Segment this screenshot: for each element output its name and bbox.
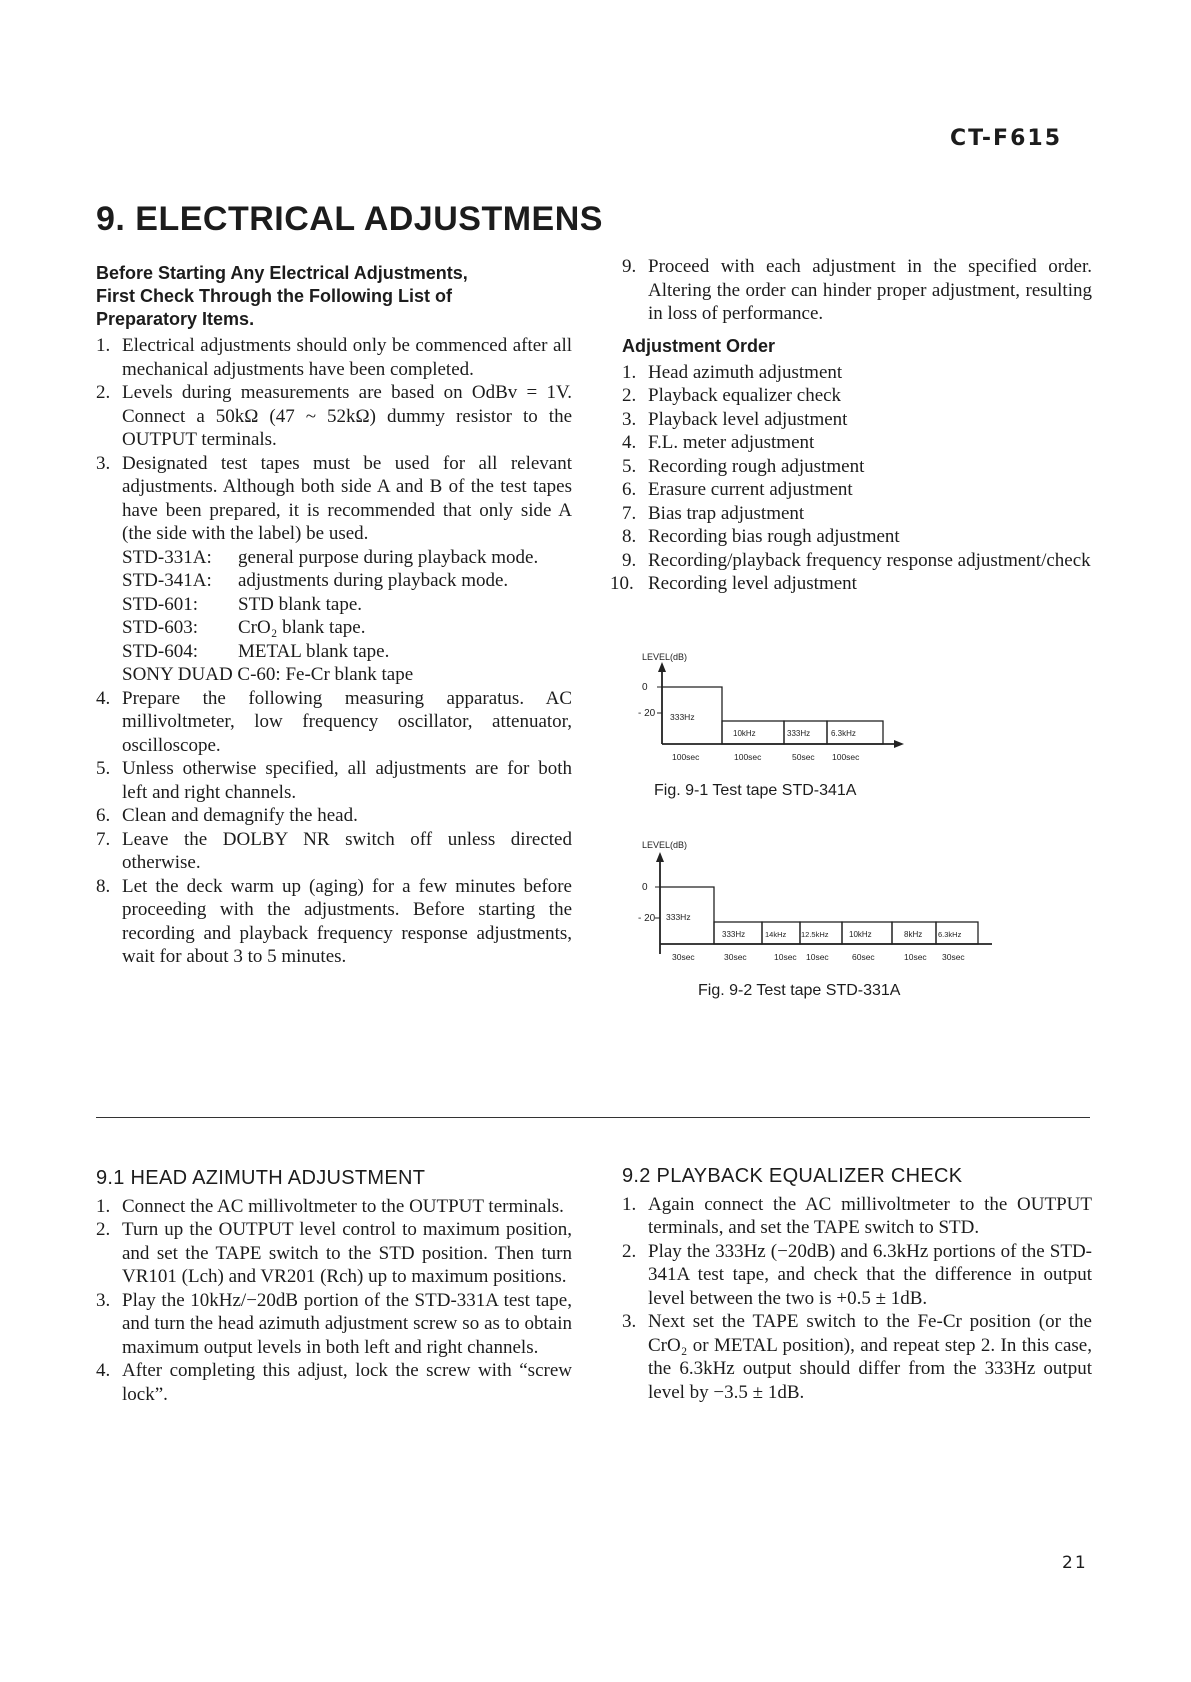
item-number: 4. bbox=[622, 432, 637, 453]
segment-label: 6.3kHz bbox=[831, 729, 856, 738]
model-number: CT-F615 bbox=[950, 126, 1063, 151]
section-title: 9.1 HEAD AZIMUTH ADJUSTMENT bbox=[96, 1167, 426, 1189]
item-number: 3. bbox=[622, 1311, 637, 1332]
item-text: Designated test tapes must be used for all relevant adjustments. Although both side A and B of the test tapes have been prepared, it is recommended that only side A (the side with the label) be used. bbox=[122, 452, 572, 544]
segment-label: 333Hz bbox=[722, 930, 746, 939]
duration-label: 10sec bbox=[774, 952, 797, 962]
list-item bbox=[622, 431, 1092, 455]
list-item bbox=[96, 1218, 572, 1289]
tape-name: STD-601: bbox=[122, 593, 198, 615]
item-number: 10. bbox=[610, 573, 634, 594]
item-text: Head azimuth adjustment bbox=[648, 361, 843, 383]
item-text: F.L. meter adjustment bbox=[648, 432, 815, 453]
item-text: Erasure current adjustment bbox=[648, 479, 853, 500]
segment-label: 333Hz bbox=[670, 712, 695, 722]
item-number: 1. bbox=[622, 1193, 637, 1215]
duration-label: 100sec bbox=[832, 752, 860, 762]
list-item bbox=[622, 549, 1092, 573]
tape-row bbox=[122, 569, 572, 593]
item-number: 4. bbox=[96, 1360, 111, 1381]
prep-list-continued bbox=[622, 255, 1092, 326]
list-item bbox=[622, 478, 1092, 502]
segment-label: 333Hz bbox=[787, 729, 811, 738]
tape-level-diagram-2 bbox=[638, 836, 1018, 966]
duration-label: 30sec bbox=[672, 952, 695, 962]
list-item bbox=[622, 455, 1092, 479]
section-9-1-list bbox=[96, 1195, 572, 1407]
segment-label: 14kHz bbox=[765, 930, 787, 939]
item-number: 2. bbox=[96, 1219, 111, 1240]
item-text: Bias trap adjustment bbox=[648, 502, 805, 524]
item-number: 5. bbox=[622, 455, 637, 477]
segment-label: 333Hz bbox=[666, 912, 691, 922]
item-text: Levels during measurements are based on OdBv = 1V. Connect a 50kΩ (47 ~ 52kΩ) dummy resistor to the OUTPUT terminals. bbox=[122, 382, 572, 450]
segment-label: 10kHz bbox=[733, 729, 756, 738]
list-item bbox=[622, 1193, 1092, 1240]
list-item bbox=[622, 1310, 1092, 1404]
list-item bbox=[610, 572, 1092, 596]
figure-caption: Fig. 9-1 Test tape STD-341A bbox=[654, 782, 857, 799]
segment-label: 12.5kHz bbox=[801, 930, 829, 939]
item-number: 7. bbox=[96, 828, 111, 850]
item-number: 9. bbox=[622, 549, 637, 571]
list-item bbox=[622, 255, 1092, 326]
duration-label: 60sec bbox=[852, 952, 875, 962]
tape-row bbox=[122, 640, 572, 664]
item-text: Recording/playback frequency response adjustment/check bbox=[648, 549, 1091, 571]
duration-label: 30sec bbox=[942, 952, 965, 962]
y-tick-label: 0 bbox=[642, 682, 648, 693]
item-text: Recording bias rough adjustment bbox=[648, 526, 900, 547]
item-number: 3. bbox=[96, 1289, 111, 1311]
item-text: Let the deck warm up (aging) for a few minutes before proceeding with the adjustments. Before starting the recording and playback frequency response adjustments, wait for about 3 to 5 minutes. bbox=[122, 875, 572, 967]
tape-name: STD-341A: bbox=[122, 570, 212, 591]
figure-9-2 bbox=[638, 836, 1018, 1006]
item-number: 2. bbox=[622, 1240, 637, 1262]
item-text: Unless otherwise specified, all adjustments are for both left and right channels. bbox=[122, 758, 572, 803]
list-item bbox=[622, 525, 1092, 549]
y-axis-arrow bbox=[658, 662, 666, 672]
list-item bbox=[96, 804, 572, 828]
item-number: 2. bbox=[96, 382, 111, 403]
tape-desc: general purpose during playback mode. bbox=[238, 546, 539, 568]
test-tape-list bbox=[122, 546, 572, 687]
tape-desc: adjustments during playback mode. bbox=[238, 570, 509, 591]
section-9-1 bbox=[96, 1167, 572, 1406]
x-axis-arrow bbox=[894, 740, 904, 748]
item-number: 1. bbox=[96, 335, 111, 356]
order-column bbox=[610, 255, 1092, 596]
list-item bbox=[622, 361, 1092, 385]
tape-desc: STD blank tape. bbox=[238, 593, 363, 615]
item-number: 1. bbox=[622, 361, 637, 383]
section-9-2 bbox=[622, 1165, 1092, 1404]
prep-heading-line: Preparatory Items. bbox=[96, 309, 255, 329]
duration-label: 100sec bbox=[672, 752, 700, 762]
item-text: After completing this adjust, lock the screw with “screw lock”. bbox=[122, 1360, 572, 1405]
list-item bbox=[96, 828, 572, 875]
section-title: 9.2 PLAYBACK EQUALIZER CHECK bbox=[622, 1165, 963, 1187]
list-item bbox=[96, 1359, 572, 1406]
list-item bbox=[96, 687, 572, 758]
item-text: Again connect the AC millivoltmeter to the OUTPUT terminals, and set the TAPE switch to STD. bbox=[648, 1193, 1092, 1238]
item-number: 3. bbox=[96, 452, 111, 474]
item-text: Proceed with each adjustment in the specified order. Altering the order can hinder proper adjustment, resulting in loss of performance. bbox=[648, 256, 1092, 324]
y-tick-label: - 20 bbox=[638, 708, 656, 719]
item-text: Clean and demagnify the head. bbox=[122, 805, 358, 826]
order-list-tail bbox=[610, 572, 1092, 596]
prep-column bbox=[96, 262, 572, 969]
list-item bbox=[622, 408, 1092, 432]
list-item bbox=[96, 381, 572, 452]
item-number: 4. bbox=[96, 687, 111, 709]
segment-label: 6.3kHz bbox=[938, 930, 962, 939]
item-number: 2. bbox=[622, 385, 637, 406]
order-list bbox=[622, 361, 1092, 573]
tape-row bbox=[122, 546, 572, 570]
prep-list bbox=[96, 334, 572, 969]
list-item bbox=[622, 1240, 1092, 1311]
item-text: Prepare the following measuring apparatus. AC millivoltmeter, low frequency oscillator, attenuator, oscilloscope. bbox=[122, 687, 572, 756]
list-item bbox=[622, 384, 1092, 408]
segment-label: 8kHz bbox=[904, 930, 923, 939]
tape-name: STD-603: bbox=[122, 617, 198, 638]
item-number: 6. bbox=[622, 479, 637, 500]
item-text: Play the 333Hz (−20dB) and 6.3kHz portions of the STD-341A test tape, and check that the difference in output level between the two is +0.5 ± 1dB. bbox=[648, 1240, 1092, 1309]
duration-label: 30sec bbox=[724, 952, 747, 962]
item-text: Play the 10kHz/−20dB portion of the STD-331A test tape, and turn the head azimuth adjustment screw so as to obtain maximum output levels in both left and right channels. bbox=[122, 1289, 572, 1358]
list-item bbox=[96, 1195, 572, 1219]
page-title: 9. ELECTRICAL ADJUSTMENS bbox=[96, 200, 603, 238]
prep-heading-line: Before Starting Any Electrical Adjustments, bbox=[96, 263, 468, 283]
segment-label: 10kHz bbox=[849, 930, 872, 939]
item-text: Recording rough adjustment bbox=[648, 455, 865, 477]
item-number: 8. bbox=[622, 526, 637, 547]
list-item bbox=[96, 757, 572, 804]
list-item bbox=[96, 1289, 572, 1360]
figure-caption: Fig. 9-2 Test tape STD-331A bbox=[698, 982, 901, 999]
duration-label: 50sec bbox=[792, 752, 815, 762]
item-text: Turn up the OUTPUT level control to maximum position, and set the TAPE switch to the STD position. Then turn VR101 (Lch) and VR201 (Rch) up to maximum positions. bbox=[122, 1219, 572, 1287]
section-9-2-list bbox=[622, 1193, 1092, 1405]
item-number: 6. bbox=[96, 805, 111, 826]
item-number: 1. bbox=[96, 1195, 111, 1217]
tape-desc: CrO₂ blank tape. bbox=[238, 617, 366, 638]
tape-level-diagram-1 bbox=[638, 648, 928, 778]
item-text: Next set the TAPE switch to the Fe-Cr position (or the CrO₂ or METAL position), and repeat step 2. In this case, the 6.3kHz output should differ from the 333Hz output level by −3.5 ± 1dB. bbox=[648, 1311, 1092, 1403]
section-divider bbox=[96, 1117, 1090, 1118]
tape-row bbox=[122, 616, 572, 640]
item-text: Leave the DOLBY NR switch off unless directed otherwise. bbox=[122, 828, 572, 873]
item-text: Playback level adjustment bbox=[648, 408, 848, 430]
tape-name: STD-604: bbox=[122, 640, 198, 662]
order-heading: Adjustment Order bbox=[622, 335, 776, 356]
y-axis-arrow bbox=[656, 852, 664, 862]
tape-row bbox=[122, 593, 572, 617]
tape-name: STD-331A: bbox=[122, 546, 212, 568]
sony-tape: SONY DUAD C-60: Fe-Cr blank tape bbox=[122, 664, 414, 685]
list-item bbox=[622, 502, 1092, 526]
prep-heading bbox=[96, 262, 572, 331]
item-number: 8. bbox=[96, 875, 111, 897]
prep-heading-line: First Check Through the Following List of bbox=[96, 286, 452, 306]
axis-label: LEVEL(dB) bbox=[642, 652, 688, 662]
list-item bbox=[96, 334, 572, 381]
item-text: Connect the AC millivoltmeter to the OUTPUT terminals. bbox=[122, 1195, 564, 1217]
item-text: Electrical adjustments should only be commenced after all mechanical adjustments have been completed. bbox=[122, 335, 572, 380]
item-number: 9. bbox=[622, 256, 637, 277]
page-number: 21 bbox=[1062, 1553, 1088, 1573]
duration-label: 10sec bbox=[904, 952, 927, 962]
duration-label: 100sec bbox=[734, 752, 762, 762]
list-item bbox=[96, 452, 572, 687]
tape-desc: METAL blank tape. bbox=[238, 640, 390, 662]
item-number: 5. bbox=[96, 758, 111, 779]
item-number: 7. bbox=[622, 502, 637, 524]
item-text: Playback equalizer check bbox=[648, 385, 842, 406]
axis-label: LEVEL(dB) bbox=[642, 840, 688, 850]
item-number: 3. bbox=[622, 408, 637, 430]
item-text: Recording level adjustment bbox=[648, 573, 857, 594]
y-tick-label: 0 bbox=[642, 882, 648, 893]
y-tick-label: - 20 bbox=[638, 913, 656, 924]
duration-label: 10sec bbox=[806, 952, 829, 962]
list-item bbox=[96, 875, 572, 969]
figure-9-1 bbox=[638, 648, 928, 798]
